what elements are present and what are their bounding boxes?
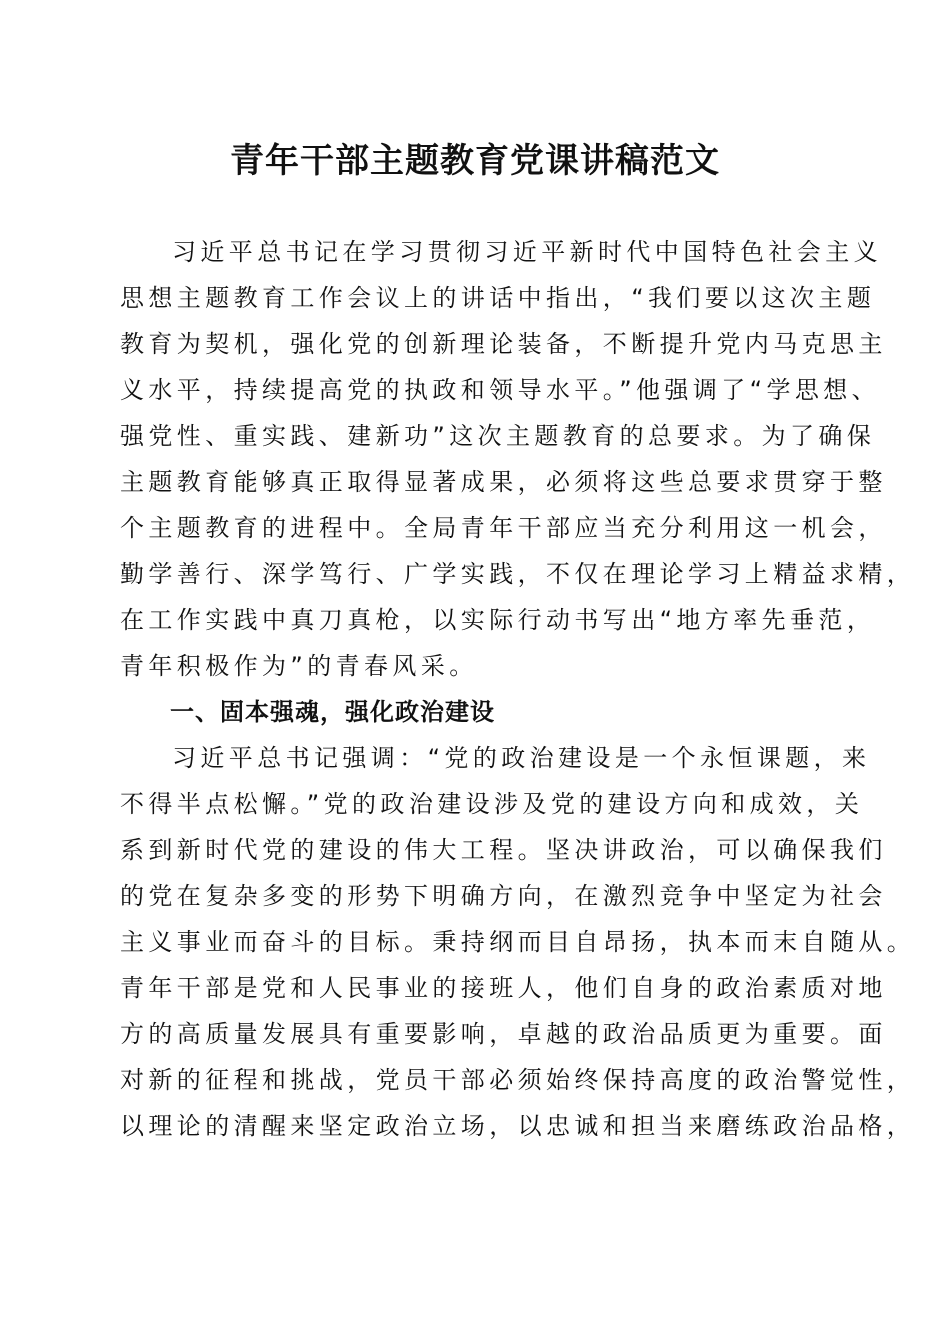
section-1-line-1: 习近平总书记强调：“党的政治建设是一个永恒课题，来: [172, 744, 871, 772]
intro-line-7: 个主题教育的进程中。全局青年干部应当充分利用这一机会，: [120, 514, 887, 542]
section-1-line-7: 方的高质量发展具有重要影响，卓越的政治品质更为重要。面: [120, 1020, 887, 1048]
document-title: 青年干部主题教育党课讲稿范文: [230, 141, 720, 181]
intro-line-8: 勤学善行、深学笃行、广学实践，不仅在理论学习上精益求精，: [120, 560, 916, 588]
intro-line-4: 义水平，持续提高党的执政和领导水平。”他强调了“学思想、: [120, 376, 881, 404]
intro-line-3: 教育为契机，强化党的创新理论装备，不断提升党内马克思主: [120, 330, 887, 358]
section-1-line-8: 对新的征程和挑战，党员干部必须始终保持高度的政治警觉性，: [120, 1066, 916, 1094]
intro-line-5: 强党性、重实践、建新功”这次主题教育的总要求。为了确保: [120, 422, 876, 450]
section-1-line-6: 青年干部是党和人民事业的接班人，他们自身的政治素质对地: [120, 974, 887, 1002]
intro-line-9: 在工作实践中真刀真枪，以实际行动书写出“地方率先垂范，: [120, 606, 876, 634]
intro-line-1: 习近平总书记在学习贯彻习近平新时代中国特色社会主义: [172, 238, 882, 266]
section-1-line-3: 系到新时代党的建设的伟大工程。坚决讲政治，可以确保我们: [120, 836, 887, 864]
intro-line-10: 青年积极作为”的青春风采。: [120, 652, 478, 680]
section-1-heading: 一、固本强魂，强化政治建设: [170, 698, 495, 726]
intro-line-6: 主题教育能够真正取得显著成果，必须将这些总要求贯穿于整: [120, 468, 887, 496]
intro-line-2: 思想主题教育工作会议上的讲话中指出，“我们要以这次主题: [120, 284, 876, 312]
document-body: [120, 0, 916, 1344]
section-1-line-2: 不得半点松懈。”党的政治建设涉及党的建设方向和成效，关: [120, 790, 864, 818]
section-1-line-9: 以理论的清醒来坚定政治立场，以忠诚和担当来磨练政治品格，: [120, 1112, 916, 1140]
section-1-line-5: 主义事业而奋斗的目标。秉持纲而目自昂扬，执本而末自随从。: [120, 928, 916, 956]
section-1-line-4: 的党在复杂多变的形势下明确方向，在激烈竞争中坚定为社会: [120, 882, 887, 910]
